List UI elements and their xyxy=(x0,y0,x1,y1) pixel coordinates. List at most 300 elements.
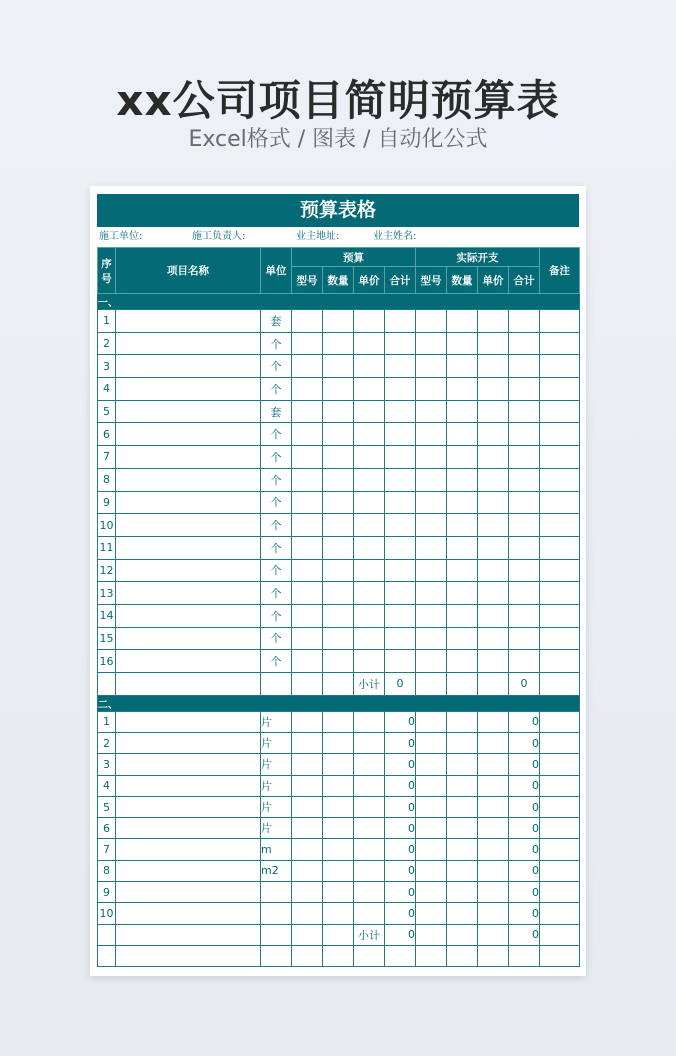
budget-model-cell[interactable] xyxy=(292,627,323,650)
item-name-cell[interactable] xyxy=(116,332,261,355)
item-name-cell[interactable] xyxy=(116,400,261,423)
actual-model-cell[interactable] xyxy=(416,332,447,355)
budget-price-cell[interactable] xyxy=(354,860,385,881)
subtotal-label[interactable]: 小计 xyxy=(354,924,385,945)
remarks-cell[interactable] xyxy=(540,627,580,650)
budget-model-cell[interactable] xyxy=(292,924,323,945)
remarks-cell[interactable] xyxy=(540,711,580,732)
actual-model-cell[interactable] xyxy=(416,627,447,650)
row-number[interactable]: 14 xyxy=(98,604,116,627)
budget-price-cell[interactable] xyxy=(354,400,385,423)
actual-total-cell[interactable] xyxy=(509,559,540,582)
budget-quantity-cell[interactable] xyxy=(323,673,354,696)
remarks-cell[interactable] xyxy=(540,468,580,491)
budget-model-cell[interactable] xyxy=(292,491,323,514)
budget-price-cell[interactable] xyxy=(354,332,385,355)
actual-quantity-cell[interactable] xyxy=(447,582,478,605)
budget-model-cell[interactable] xyxy=(292,310,323,333)
budget-total-cell[interactable]: 0 xyxy=(385,903,416,924)
budget-model-cell[interactable] xyxy=(292,355,323,378)
budget-total-cell[interactable] xyxy=(385,650,416,673)
actual-total-cell[interactable] xyxy=(509,582,540,605)
actual-total-cell[interactable] xyxy=(509,310,540,333)
row-number[interactable]: 1 xyxy=(98,310,116,333)
budget-total-cell[interactable] xyxy=(385,582,416,605)
budget-model-cell[interactable] xyxy=(292,839,323,860)
actual-model-cell[interactable] xyxy=(416,355,447,378)
row-number[interactable]: 11 xyxy=(98,536,116,559)
row-number[interactable]: 10 xyxy=(98,903,116,924)
unit-cell[interactable]: 片 xyxy=(261,754,292,775)
row-number[interactable]: 1 xyxy=(98,711,116,732)
empty-cell[interactable] xyxy=(509,945,540,966)
row-number[interactable]: 9 xyxy=(98,882,116,903)
row-number[interactable]: 5 xyxy=(98,400,116,423)
budget-quantity-cell[interactable] xyxy=(323,310,354,333)
actual-quantity-cell[interactable] xyxy=(447,355,478,378)
actual-total-cell[interactable]: 0 xyxy=(509,732,540,753)
actual-model-cell[interactable] xyxy=(416,491,447,514)
budget-model-cell[interactable] xyxy=(292,400,323,423)
subtotal-budget[interactable]: 0 xyxy=(385,673,416,696)
unit-cell[interactable] xyxy=(261,924,292,945)
unit-cell[interactable]: 片 xyxy=(261,732,292,753)
actual-model-cell[interactable] xyxy=(416,650,447,673)
budget-price-cell[interactable] xyxy=(354,355,385,378)
budget-quantity-cell[interactable] xyxy=(323,604,354,627)
row-number[interactable]: 8 xyxy=(98,860,116,881)
remarks-cell[interactable] xyxy=(540,903,580,924)
unit-cell[interactable]: m xyxy=(261,839,292,860)
actual-model-cell[interactable] xyxy=(416,378,447,401)
actual-total-cell[interactable]: 0 xyxy=(509,882,540,903)
actual-model-cell[interactable] xyxy=(416,903,447,924)
budget-total-cell[interactable] xyxy=(385,446,416,469)
budget-model-cell[interactable] xyxy=(292,673,323,696)
budget-quantity-cell[interactable] xyxy=(323,378,354,401)
budget-price-cell[interactable] xyxy=(354,514,385,537)
actual-quantity-cell[interactable] xyxy=(447,514,478,537)
budget-price-cell[interactable] xyxy=(354,446,385,469)
remarks-cell[interactable] xyxy=(540,400,580,423)
actual-total-cell[interactable] xyxy=(509,355,540,378)
remarks-cell[interactable] xyxy=(540,446,580,469)
actual-quantity-cell[interactable] xyxy=(447,818,478,839)
budget-quantity-cell[interactable] xyxy=(323,754,354,775)
actual-model-cell[interactable] xyxy=(416,400,447,423)
budget-model-cell[interactable] xyxy=(292,882,323,903)
budget-total-cell[interactable]: 0 xyxy=(385,711,416,732)
budget-model-cell[interactable] xyxy=(292,582,323,605)
actual-model-cell[interactable] xyxy=(416,423,447,446)
actual-price-cell[interactable] xyxy=(478,604,509,627)
actual-price-cell[interactable] xyxy=(478,446,509,469)
actual-total-cell[interactable] xyxy=(509,400,540,423)
remarks-cell[interactable] xyxy=(540,839,580,860)
actual-total-cell[interactable]: 0 xyxy=(509,711,540,732)
row-number[interactable] xyxy=(98,673,116,696)
budget-quantity-cell[interactable] xyxy=(323,536,354,559)
row-number[interactable]: 3 xyxy=(98,355,116,378)
item-name-cell[interactable] xyxy=(116,754,261,775)
actual-total-cell[interactable] xyxy=(509,514,540,537)
actual-quantity-cell[interactable] xyxy=(447,536,478,559)
budget-price-cell[interactable] xyxy=(354,582,385,605)
actual-price-cell[interactable] xyxy=(478,818,509,839)
budget-price-cell[interactable] xyxy=(354,839,385,860)
empty-cell[interactable] xyxy=(261,945,292,966)
budget-quantity-cell[interactable] xyxy=(323,491,354,514)
remarks-cell[interactable] xyxy=(540,514,580,537)
actual-quantity-cell[interactable] xyxy=(447,400,478,423)
budget-model-cell[interactable] xyxy=(292,754,323,775)
remarks-cell[interactable] xyxy=(540,650,580,673)
budget-quantity-cell[interactable] xyxy=(323,650,354,673)
actual-quantity-cell[interactable] xyxy=(447,604,478,627)
actual-quantity-cell[interactable] xyxy=(447,860,478,881)
budget-quantity-cell[interactable] xyxy=(323,559,354,582)
empty-cell[interactable] xyxy=(478,945,509,966)
actual-total-cell[interactable] xyxy=(509,468,540,491)
actual-model-cell[interactable] xyxy=(416,924,447,945)
actual-price-cell[interactable] xyxy=(478,378,509,401)
unit-cell[interactable]: 个 xyxy=(261,536,292,559)
budget-total-cell[interactable] xyxy=(385,355,416,378)
row-number[interactable]: 13 xyxy=(98,582,116,605)
unit-cell[interactable]: 个 xyxy=(261,604,292,627)
budget-total-cell[interactable] xyxy=(385,514,416,537)
actual-price-cell[interactable] xyxy=(478,860,509,881)
actual-total-cell[interactable]: 0 xyxy=(509,775,540,796)
budget-quantity-cell[interactable] xyxy=(323,818,354,839)
budget-price-cell[interactable] xyxy=(354,882,385,903)
budget-quantity-cell[interactable] xyxy=(323,400,354,423)
item-name-cell[interactable] xyxy=(116,860,261,881)
budget-price-cell[interactable] xyxy=(354,732,385,753)
row-number[interactable]: 12 xyxy=(98,559,116,582)
actual-total-cell[interactable] xyxy=(509,332,540,355)
item-name-cell[interactable] xyxy=(116,711,261,732)
unit-cell[interactable]: 个 xyxy=(261,559,292,582)
actual-quantity-cell[interactable] xyxy=(447,332,478,355)
row-number[interactable]: 5 xyxy=(98,796,116,817)
actual-model-cell[interactable] xyxy=(416,860,447,881)
actual-total-cell[interactable] xyxy=(509,446,540,469)
actual-model-cell[interactable] xyxy=(416,468,447,491)
actual-total-cell[interactable]: 0 xyxy=(509,796,540,817)
actual-model-cell[interactable] xyxy=(416,604,447,627)
unit-cell[interactable]: 片 xyxy=(261,796,292,817)
remarks-cell[interactable] xyxy=(540,673,580,696)
actual-quantity-cell[interactable] xyxy=(447,732,478,753)
row-number[interactable]: 8 xyxy=(98,468,116,491)
actual-total-cell[interactable]: 0 xyxy=(509,903,540,924)
budget-total-cell[interactable] xyxy=(385,400,416,423)
item-name-cell[interactable] xyxy=(116,924,261,945)
actual-model-cell[interactable] xyxy=(416,582,447,605)
actual-model-cell[interactable] xyxy=(416,310,447,333)
budget-price-cell[interactable] xyxy=(354,604,385,627)
row-number[interactable]: 2 xyxy=(98,332,116,355)
actual-model-cell[interactable] xyxy=(416,775,447,796)
unit-cell[interactable] xyxy=(261,673,292,696)
actual-price-cell[interactable] xyxy=(478,582,509,605)
actual-price-cell[interactable] xyxy=(478,332,509,355)
budget-price-cell[interactable] xyxy=(354,468,385,491)
row-number[interactable]: 4 xyxy=(98,378,116,401)
budget-quantity-cell[interactable] xyxy=(323,796,354,817)
budget-total-cell[interactable]: 0 xyxy=(385,882,416,903)
remarks-cell[interactable] xyxy=(540,882,580,903)
budget-total-cell[interactable] xyxy=(385,332,416,355)
budget-total-cell[interactable]: 0 xyxy=(385,839,416,860)
unit-cell[interactable]: 个 xyxy=(261,582,292,605)
row-number[interactable]: 10 xyxy=(98,514,116,537)
item-name-cell[interactable] xyxy=(116,732,261,753)
item-name-cell[interactable] xyxy=(116,839,261,860)
actual-quantity-cell[interactable] xyxy=(447,775,478,796)
actual-total-cell[interactable]: 0 xyxy=(509,754,540,775)
budget-price-cell[interactable] xyxy=(354,818,385,839)
actual-model-cell[interactable] xyxy=(416,839,447,860)
remarks-cell[interactable] xyxy=(540,924,580,945)
unit-cell[interactable]: 个 xyxy=(261,423,292,446)
empty-cell[interactable] xyxy=(323,945,354,966)
actual-model-cell[interactable] xyxy=(416,514,447,537)
budget-total-cell[interactable] xyxy=(385,378,416,401)
actual-quantity-cell[interactable] xyxy=(447,468,478,491)
budget-price-cell[interactable] xyxy=(354,711,385,732)
actual-model-cell[interactable] xyxy=(416,446,447,469)
actual-quantity-cell[interactable] xyxy=(447,903,478,924)
item-name-cell[interactable] xyxy=(116,310,261,333)
empty-cell[interactable] xyxy=(416,945,447,966)
actual-quantity-cell[interactable] xyxy=(447,796,478,817)
unit-cell[interactable]: 个 xyxy=(261,355,292,378)
budget-model-cell[interactable] xyxy=(292,604,323,627)
subtotal-actual[interactable]: 0 xyxy=(509,924,540,945)
actual-model-cell[interactable] xyxy=(416,796,447,817)
budget-total-cell[interactable]: 0 xyxy=(385,732,416,753)
remarks-cell[interactable] xyxy=(540,754,580,775)
unit-cell[interactable]: 个 xyxy=(261,514,292,537)
item-name-cell[interactable] xyxy=(116,903,261,924)
item-name-cell[interactable] xyxy=(116,491,261,514)
actual-model-cell[interactable] xyxy=(416,732,447,753)
budget-price-cell[interactable] xyxy=(354,423,385,446)
row-number[interactable]: 3 xyxy=(98,754,116,775)
budget-model-cell[interactable] xyxy=(292,711,323,732)
item-name-cell[interactable] xyxy=(116,882,261,903)
budget-price-cell[interactable] xyxy=(354,491,385,514)
actual-price-cell[interactable] xyxy=(478,882,509,903)
unit-cell[interactable]: 个 xyxy=(261,446,292,469)
empty-cell[interactable] xyxy=(540,945,580,966)
unit-cell[interactable] xyxy=(261,903,292,924)
actual-price-cell[interactable] xyxy=(478,627,509,650)
subtotal-label[interactable]: 小计 xyxy=(354,673,385,696)
empty-cell[interactable] xyxy=(116,945,261,966)
budget-quantity-cell[interactable] xyxy=(323,332,354,355)
budget-total-cell[interactable]: 0 xyxy=(385,860,416,881)
budget-price-cell[interactable] xyxy=(354,627,385,650)
budget-model-cell[interactable] xyxy=(292,378,323,401)
actual-total-cell[interactable] xyxy=(509,604,540,627)
item-name-cell[interactable] xyxy=(116,604,261,627)
actual-price-cell[interactable] xyxy=(478,355,509,378)
budget-quantity-cell[interactable] xyxy=(323,775,354,796)
budget-price-cell[interactable] xyxy=(354,378,385,401)
actual-total-cell[interactable] xyxy=(509,491,540,514)
actual-price-cell[interactable] xyxy=(478,536,509,559)
row-number[interactable]: 7 xyxy=(98,446,116,469)
actual-total-cell[interactable] xyxy=(509,423,540,446)
actual-price-cell[interactable] xyxy=(478,839,509,860)
item-name-cell[interactable] xyxy=(116,818,261,839)
actual-model-cell[interactable] xyxy=(416,882,447,903)
subtotal-budget[interactable]: 0 xyxy=(385,924,416,945)
item-name-cell[interactable] xyxy=(116,446,261,469)
empty-cell[interactable] xyxy=(447,945,478,966)
budget-price-cell[interactable] xyxy=(354,310,385,333)
empty-cell[interactable] xyxy=(354,945,385,966)
budget-quantity-cell[interactable] xyxy=(323,355,354,378)
item-name-cell[interactable] xyxy=(116,775,261,796)
unit-cell[interactable]: m2 xyxy=(261,860,292,881)
budget-total-cell[interactable] xyxy=(385,627,416,650)
row-number[interactable]: 6 xyxy=(98,423,116,446)
actual-price-cell[interactable] xyxy=(478,559,509,582)
actual-quantity-cell[interactable] xyxy=(447,711,478,732)
actual-price-cell[interactable] xyxy=(478,650,509,673)
budget-quantity-cell[interactable] xyxy=(323,423,354,446)
remarks-cell[interactable] xyxy=(540,378,580,401)
actual-quantity-cell[interactable] xyxy=(447,882,478,903)
actual-quantity-cell[interactable] xyxy=(447,627,478,650)
actual-price-cell[interactable] xyxy=(478,903,509,924)
budget-quantity-cell[interactable] xyxy=(323,446,354,469)
budget-total-cell[interactable]: 0 xyxy=(385,775,416,796)
actual-total-cell[interactable] xyxy=(509,627,540,650)
budget-quantity-cell[interactable] xyxy=(323,468,354,491)
actual-quantity-cell[interactable] xyxy=(447,839,478,860)
item-name-cell[interactable] xyxy=(116,536,261,559)
remarks-cell[interactable] xyxy=(540,818,580,839)
row-number[interactable]: 2 xyxy=(98,732,116,753)
actual-price-cell[interactable] xyxy=(478,796,509,817)
actual-quantity-cell[interactable] xyxy=(447,491,478,514)
budget-model-cell[interactable] xyxy=(292,796,323,817)
remarks-cell[interactable] xyxy=(540,732,580,753)
row-number[interactable]: 15 xyxy=(98,627,116,650)
budget-total-cell[interactable] xyxy=(385,559,416,582)
row-number[interactable] xyxy=(98,924,116,945)
actual-model-cell[interactable] xyxy=(416,536,447,559)
budget-price-cell[interactable] xyxy=(354,754,385,775)
budget-total-cell[interactable] xyxy=(385,310,416,333)
budget-model-cell[interactable] xyxy=(292,423,323,446)
actual-quantity-cell[interactable] xyxy=(447,924,478,945)
empty-cell[interactable] xyxy=(292,945,323,966)
unit-cell[interactable]: 个 xyxy=(261,491,292,514)
budget-price-cell[interactable] xyxy=(354,536,385,559)
actual-price-cell[interactable] xyxy=(478,400,509,423)
budget-price-cell[interactable] xyxy=(354,559,385,582)
unit-cell[interactable]: 个 xyxy=(261,378,292,401)
budget-model-cell[interactable] xyxy=(292,818,323,839)
budget-price-cell[interactable] xyxy=(354,650,385,673)
actual-price-cell[interactable] xyxy=(478,754,509,775)
remarks-cell[interactable] xyxy=(540,310,580,333)
budget-model-cell[interactable] xyxy=(292,332,323,355)
actual-model-cell[interactable] xyxy=(416,754,447,775)
actual-price-cell[interactable] xyxy=(478,732,509,753)
item-name-cell[interactable] xyxy=(116,582,261,605)
budget-model-cell[interactable] xyxy=(292,860,323,881)
remarks-cell[interactable] xyxy=(540,491,580,514)
remarks-cell[interactable] xyxy=(540,536,580,559)
budget-model-cell[interactable] xyxy=(292,650,323,673)
budget-model-cell[interactable] xyxy=(292,536,323,559)
remarks-cell[interactable] xyxy=(540,860,580,881)
item-name-cell[interactable] xyxy=(116,627,261,650)
row-number[interactable]: 7 xyxy=(98,839,116,860)
actual-price-cell[interactable] xyxy=(478,924,509,945)
budget-total-cell[interactable]: 0 xyxy=(385,754,416,775)
budget-quantity-cell[interactable] xyxy=(323,839,354,860)
subtotal-actual[interactable]: 0 xyxy=(509,673,540,696)
item-name-cell[interactable] xyxy=(116,559,261,582)
actual-model-cell[interactable] xyxy=(416,711,447,732)
item-name-cell[interactable] xyxy=(116,468,261,491)
unit-cell[interactable]: 个 xyxy=(261,332,292,355)
actual-total-cell[interactable]: 0 xyxy=(509,860,540,881)
budget-model-cell[interactable] xyxy=(292,903,323,924)
unit-cell[interactable]: 个 xyxy=(261,468,292,491)
actual-quantity-cell[interactable] xyxy=(447,446,478,469)
actual-total-cell[interactable]: 0 xyxy=(509,839,540,860)
budget-quantity-cell[interactable] xyxy=(323,582,354,605)
actual-price-cell[interactable] xyxy=(478,468,509,491)
unit-cell[interactable]: 个 xyxy=(261,650,292,673)
actual-quantity-cell[interactable] xyxy=(447,310,478,333)
actual-quantity-cell[interactable] xyxy=(447,754,478,775)
remarks-cell[interactable] xyxy=(540,332,580,355)
budget-quantity-cell[interactable] xyxy=(323,627,354,650)
budget-model-cell[interactable] xyxy=(292,514,323,537)
actual-quantity-cell[interactable] xyxy=(447,673,478,696)
remarks-cell[interactable] xyxy=(540,796,580,817)
budget-quantity-cell[interactable] xyxy=(323,711,354,732)
budget-total-cell[interactable]: 0 xyxy=(385,818,416,839)
budget-total-cell[interactable] xyxy=(385,423,416,446)
item-name-cell[interactable] xyxy=(116,796,261,817)
budget-price-cell[interactable] xyxy=(354,903,385,924)
actual-quantity-cell[interactable] xyxy=(447,650,478,673)
item-name-cell[interactable] xyxy=(116,514,261,537)
budget-quantity-cell[interactable] xyxy=(323,924,354,945)
actual-total-cell[interactable] xyxy=(509,536,540,559)
item-name-cell[interactable] xyxy=(116,423,261,446)
unit-cell[interactable]: 片 xyxy=(261,775,292,796)
remarks-cell[interactable] xyxy=(540,559,580,582)
empty-cell[interactable] xyxy=(98,945,116,966)
actual-price-cell[interactable] xyxy=(478,310,509,333)
actual-price-cell[interactable] xyxy=(478,423,509,446)
actual-model-cell[interactable] xyxy=(416,673,447,696)
budget-model-cell[interactable] xyxy=(292,559,323,582)
actual-model-cell[interactable] xyxy=(416,818,447,839)
